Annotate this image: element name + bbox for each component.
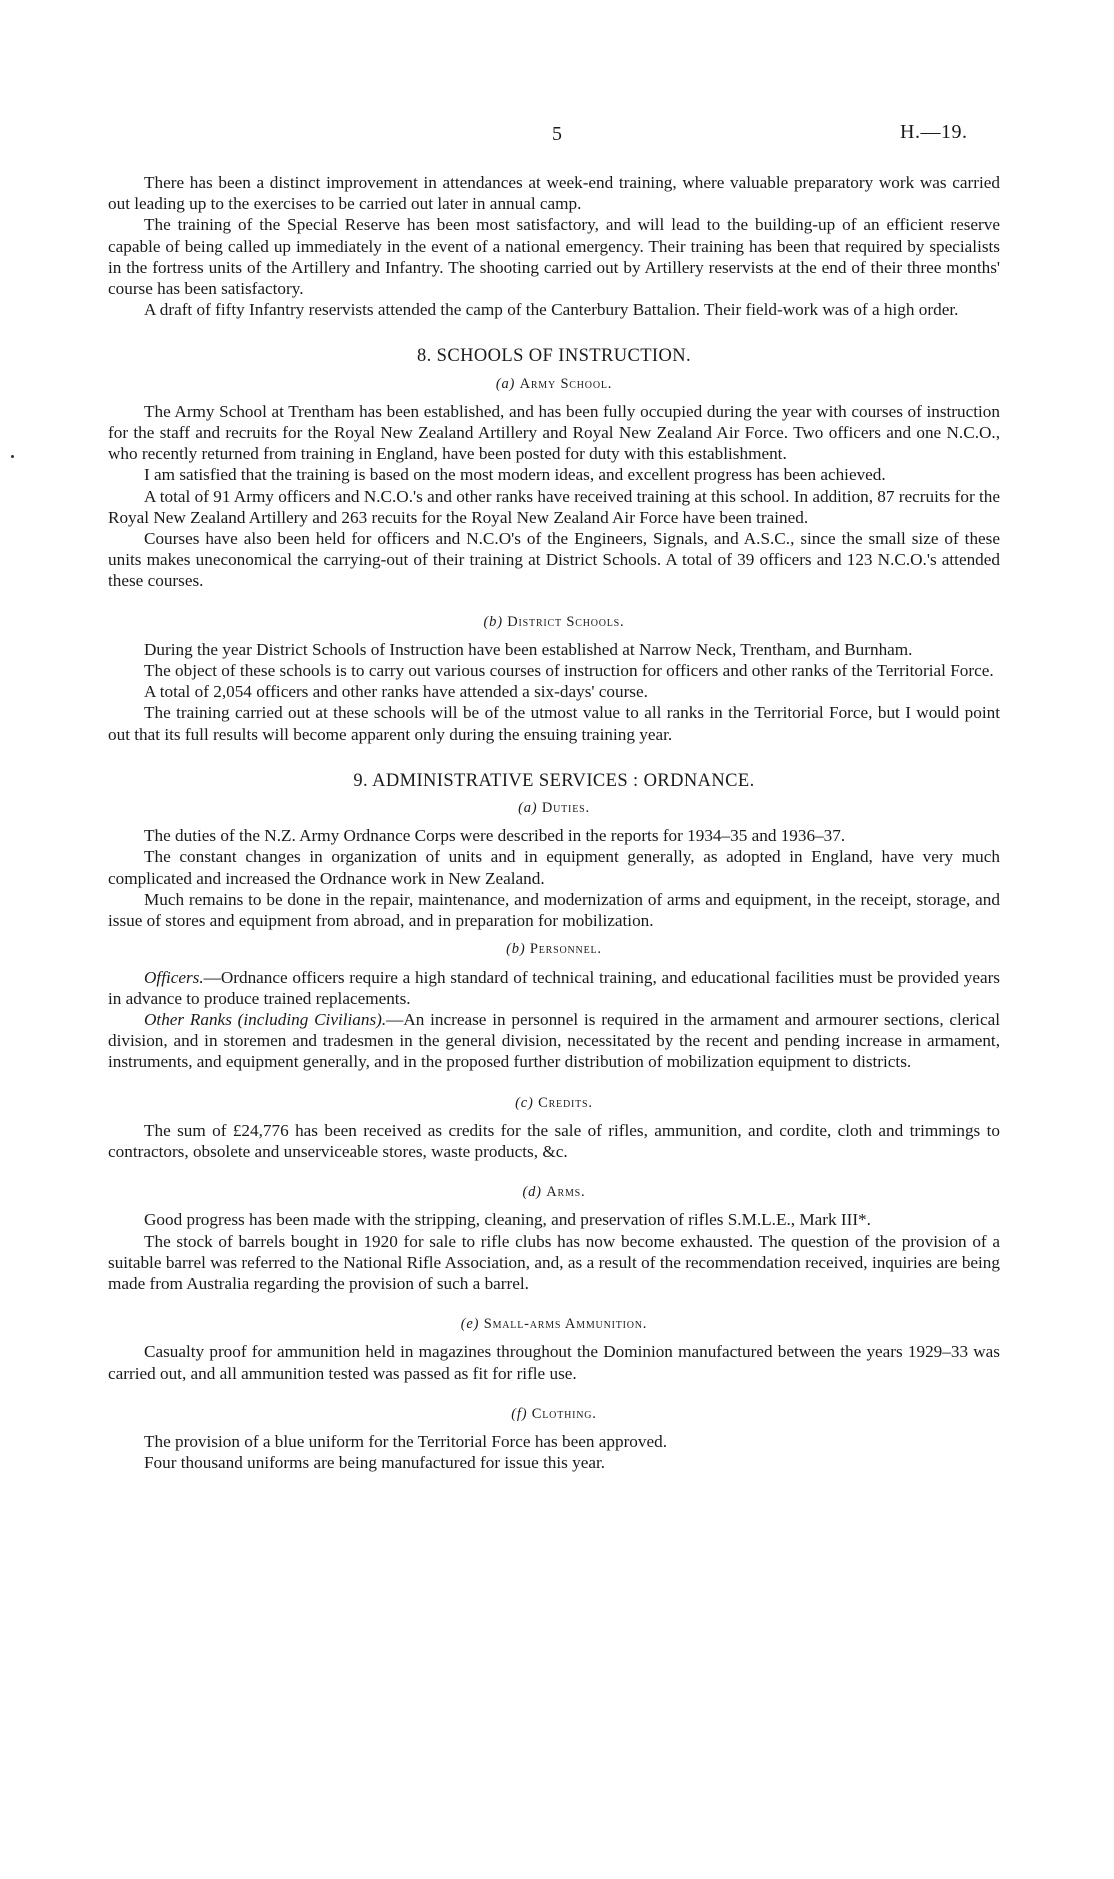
other-ranks-lead: Other Ranks (including Civilians). <box>144 1009 387 1029</box>
paragraph: A total of 2,054 officers and other ranks have attended a six-days' course. <box>144 682 648 702</box>
subheading-text: Duties. <box>541 800 590 817</box>
document-body <box>108 172 1000 1473</box>
paragraph: There has been a distinct improvement in attendances at week-end training, where valuable preparatory work was carried out leading up to the exercises to be carried out later in annual camp. <box>108 173 1000 214</box>
paragraph: Much remains to be done in the repair, maintenance, and modernization of arms and equipment, in the receipt, storage, and issue of stores and equipment from abroad, and in preparation for mobilization. <box>108 889 1000 931</box>
subheading <box>108 374 1000 395</box>
page-number: 5 <box>552 123 562 145</box>
subheading <box>108 939 1000 960</box>
subheading-letter: (b) <box>506 941 526 958</box>
margin-mark <box>11 455 14 458</box>
paragraph: The constant changes in organization of units and in equipment generally, as adopted in England, have very much complicated and increased the Ordnance work in New Zealand. <box>108 847 1000 888</box>
paragraph: A draft of fifty Infantry reservists attended the camp of the Canterbury Battalion. Their field-work was of a high order. <box>144 300 959 320</box>
subheading-text: District Schools. <box>507 613 625 630</box>
paragraph: The duties of the N.Z. Army Ordnance Corps were described in the reports for 1934–35 and 1936–37. <box>144 826 846 846</box>
paragraph: Good progress has been made with the stripping, cleaning, and preservation of rifles S.M.L.E., Mark III*. <box>144 1210 871 1230</box>
paragraph: Casualty proof for ammunition held in magazines throughout the Dominion manufactured between the years 1929–33 was carried out, and all ammunition tested was passed as fit for rifle use. <box>108 1342 1000 1383</box>
subheading-text: Clothing. <box>531 1405 597 1422</box>
subheading-letter: (c) <box>515 1094 534 1111</box>
paper-reference: H.—19. <box>900 121 968 143</box>
officers-lead: Officers. <box>144 967 204 987</box>
subheading-letter: (a) <box>518 800 538 817</box>
subheading-letter: (a) <box>495 375 516 392</box>
section-heading: 8. SCHOOLS OF INSTRUCTION. <box>416 346 692 367</box>
paragraph: The object of these schools is to carry out various courses of instruction for officers and other ranks of the Territorial Force. <box>144 661 994 681</box>
subheading <box>108 1404 1000 1425</box>
other-ranks-text: —An increase in personnel is required in the armament and armourer sections, clerical division, and in storemen and tradesmen in the general division, necessitated by the recent and pending increase in armament, instruments, and equipment generally, and in the proposed further distribution of mobilization equipment to districts. <box>108 1009 1000 1072</box>
officers-text: —Ordnance officers require a high standard of technical training, and educational facilities must be provided years in advance to produce trained replacements. <box>108 967 1000 1008</box>
subheading-text: Credits. <box>538 1094 593 1111</box>
paragraph: The sum of £24,776 has been received as credits for the sale of rifles, ammunition, and cordite, cloth and trimmings to contractors, obsolete and unserviceable stores, waste products, &c. <box>108 1120 1000 1161</box>
subheading <box>108 1314 1000 1335</box>
paragraph: Four thousand uniforms are being manufactured for issue this year. <box>144 1453 606 1473</box>
subheading-letter: (b) <box>483 613 503 630</box>
subheading <box>108 1182 1000 1203</box>
subheading-text: Personnel. <box>529 941 602 958</box>
paragraph: The Army School at Trentham has been established, and has been fully occupied during the year with courses of instruction for the staff and recruits for the Royal New Zealand Artillery and Royal New Zealand Air Force. Two officers and one N.C.O., who recently returned from training in England, have been posted for duty with this establishment. <box>108 401 1000 464</box>
subheading-text: Small-arms Ammunition. <box>483 1316 648 1333</box>
section-heading: 9. ADMINISTRATIVE SERVICES : ORDNANCE. <box>353 770 755 791</box>
subheading <box>108 798 1000 819</box>
paragraph: During the year District Schools of Instruction have been established at Narrow Neck, Trentham, and Burnham. <box>144 639 913 659</box>
subheading-text: Army School. <box>519 375 613 392</box>
paragraph: The training of the Special Reserve has been most satisfactory, and will lead to the building-up of an efficient reserve capable of being called up immediately in the event of a national emergency. Their training has been that required by specialists in the fortress units of the Artillery and Infantry. The shooting carried out by Artillery reservists at the end of their three months' course has been satisfactory. <box>108 215 1000 299</box>
paragraph: The stock of barrels bought in 1920 for sale to rifle clubs has now become exhausted. The question of the provision of a suitable barrel was referred to the National Rifle Association, and, as a result of the recommendation received, inquiries are being made from Australia regarding the provision of such a barrel. <box>108 1231 1000 1293</box>
subheading-letter: (d) <box>522 1184 542 1201</box>
paragraph <box>108 967 1000 1009</box>
paragraph: Courses have also been held for officers and N.C.O's of the Engineers, Signals, and A.S.C., since the small size of these units makes uneconomical the carrying-out of their training at District Schools. A total of 39 officers and 123 N.C.O.'s attended these courses. <box>108 529 1000 591</box>
subheading <box>108 1093 1000 1114</box>
paragraph: The provision of a blue uniform for the Territorial Force has been approved. <box>144 1431 668 1451</box>
paragraph: The training carried out at these schools will be of the utmost value to all ranks in the Territorial Force, but I would point out that its full results will become apparent only during the ensuing training year. <box>108 703 1000 744</box>
subheading-letter: (e) <box>460 1316 480 1333</box>
paragraph: I am satisfied that the training is based on the most modern ideas, and excellent progress has been achieved. <box>144 465 886 485</box>
paragraph: A total of 91 Army officers and N.C.O.'s and other ranks have received training at this school. In addition, 87 recruits for the Royal New Zealand Artillery and 263 recuits for the Royal New Zealand Air Force have been trained. <box>108 486 1000 527</box>
subheading-text: Arms. <box>546 1184 586 1201</box>
paragraph <box>108 1009 1000 1073</box>
subheading-letter: (f) <box>511 1405 528 1422</box>
subheading <box>108 612 1000 633</box>
